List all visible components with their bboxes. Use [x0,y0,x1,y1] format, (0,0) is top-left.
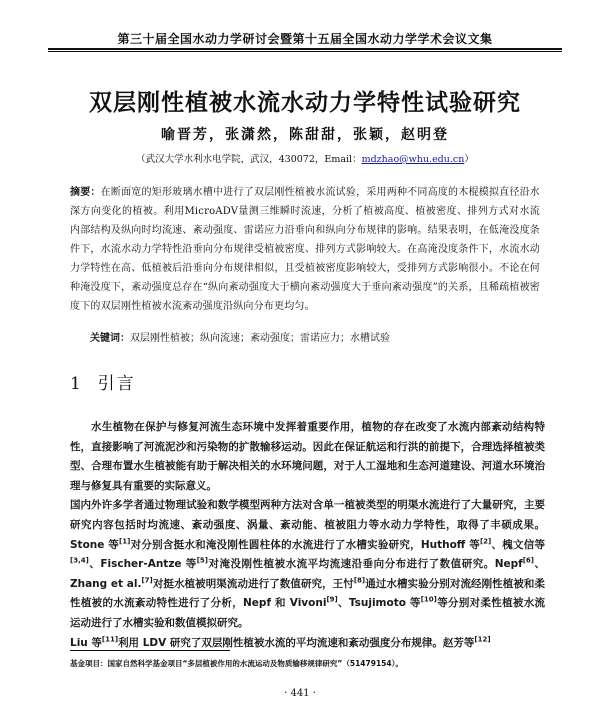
citation: [5] [196,556,209,565]
body-text-run: 通过水槽实验分别对流经刚性植被和柔性植被的水流紊动特性进行了分析，Nepf 和 Vivoni [70,577,546,610]
section-title: 引言 [97,374,136,394]
body-text-run: Liu 等 [70,636,102,649]
section-number: 1 [70,374,83,394]
citation: [11] [101,635,119,644]
citation: [12] [474,635,491,644]
author-email-link[interactable]: mdzhao@whu.edu.cn [361,154,465,165]
body-text-run: 利用 LDV 研究了双层刚性植被水流的平均流速和紊动强度分布规律。赵芳等 [118,636,475,649]
page-number: · 441 · [284,688,316,699]
footnote-funding: 基金项目：国家自然科学基金项目“多层植被作用的水流运动及物质输移规律研究”（51479154）。 [70,659,403,668]
body-text-run: 、Tsujimoto 等 [337,597,421,610]
footnote-rule [70,650,230,651]
header-rule [48,48,562,50]
citation: [3,4] [70,556,89,565]
citation: [2] [479,537,492,546]
abstract [70,183,540,316]
keywords [90,331,540,347]
citation: [7] [141,576,153,585]
author-list: 喻晋芳，张潇然，陈甜甜，张颖，赵明登 [161,127,449,143]
paper-title: 双层刚性植被水流水动力学特性试验研究 [89,90,521,116]
citation: [1] [119,537,131,546]
citation: [10] [420,595,437,604]
abstract-text: 在断面宽的矩形玻璃水槽中进行了双层刚性植被水流试验，采用两种不同高度的木棍模拟直径沿水深方向变化的植被。利用MicroADV量测三维瞬时流速，分析了植被高度、植被密度、排列方式对水流内部结构及纵向时均流速、紊动强度、雷诺应力沿垂向和纵向分布规律的影响。结果表明，在低淹没度条件下，水流水动力学特性沿垂向分布规律受植被密度、排列方式影响较大。在高淹没度条件下，水流水动力学特性在高、低植被后沿垂向分布规律相似，且受植被密度影响较大，受排列方式影响很小。不论在何种淹没度下，紊动强度总存在“纵向紊动强度大于横向紊动强度大于垂向紊动强度”的关系，且稀疏植被密度下的双层刚性植被水流紊动强度沿纵向分布更均匀。 [70,187,540,312]
body-text-run: 对分别含挺水和淹没刚性圆柱体的水流进行了水槽实验研究，Huthoff 等 [130,538,480,551]
body-text-run: 对淹没刚性植被水流平均流速沿垂向分布进行了数值研究。Nepf [208,558,523,571]
citation: [6] [522,556,534,565]
section-heading [70,369,136,394]
body-text-run: 、Fischer-Antze 等 [88,558,197,571]
citation: [9] [326,595,338,604]
affiliation-close: ） [464,154,474,165]
body-text [70,418,545,653]
body-text-run: 、Zhang et al. [70,558,546,590]
body-text-run: 对挺水植被明渠流动进行了数值研究，王忖 [152,577,354,590]
body-paragraph: 水生植物在保护与修复河流生态环境中发挥着重要作用，植物的存在改变了水流内部紊动结构特性，直接影响了河流泥沙和污染物的扩散输移运动。因此在保证航运和行洪的前提下，合理选择植被类型、合理布置水生植被能有助于解决相关的水环境问题，对于人工湿地和生态河道建设、河道水环境治理与修复具有重要的实际意义。 [70,421,545,492]
body-paragraph [70,496,545,633]
body-text-run: 等分别对柔性植被水流运动进行了水槽实验和数值模拟研究。 [70,597,546,629]
affiliation-text: （武汉大学水利水电学院，武汉，430072，Email： [136,154,362,165]
keywords-text: 双层刚性植被；纵向流速；紊动强度；雷诺应力；水槽试验 [130,333,390,344]
running-header: 第三十届全国水动力学研讨会暨第十五届全国水动力学学术会议文集 [117,32,493,46]
keywords-label: 关键词： [90,333,130,344]
header-rule-thin [48,51,562,52]
affiliation [60,151,550,165]
body-text-run: 国内外许多学者通过物理试验和数学模型两种方法对含单一植被类型的明渠水流进行了大量研究，主要研究内容包括时均流速、紊动强度、涡量、紊动能、植被阻力等水动力学特性，取得了丰硕成果。Stone 等 [70,499,545,551]
body-text-run: 、槐文信等 [491,538,545,551]
citation: [8] [353,576,366,585]
abstract-label: 摘要： [70,187,101,198]
